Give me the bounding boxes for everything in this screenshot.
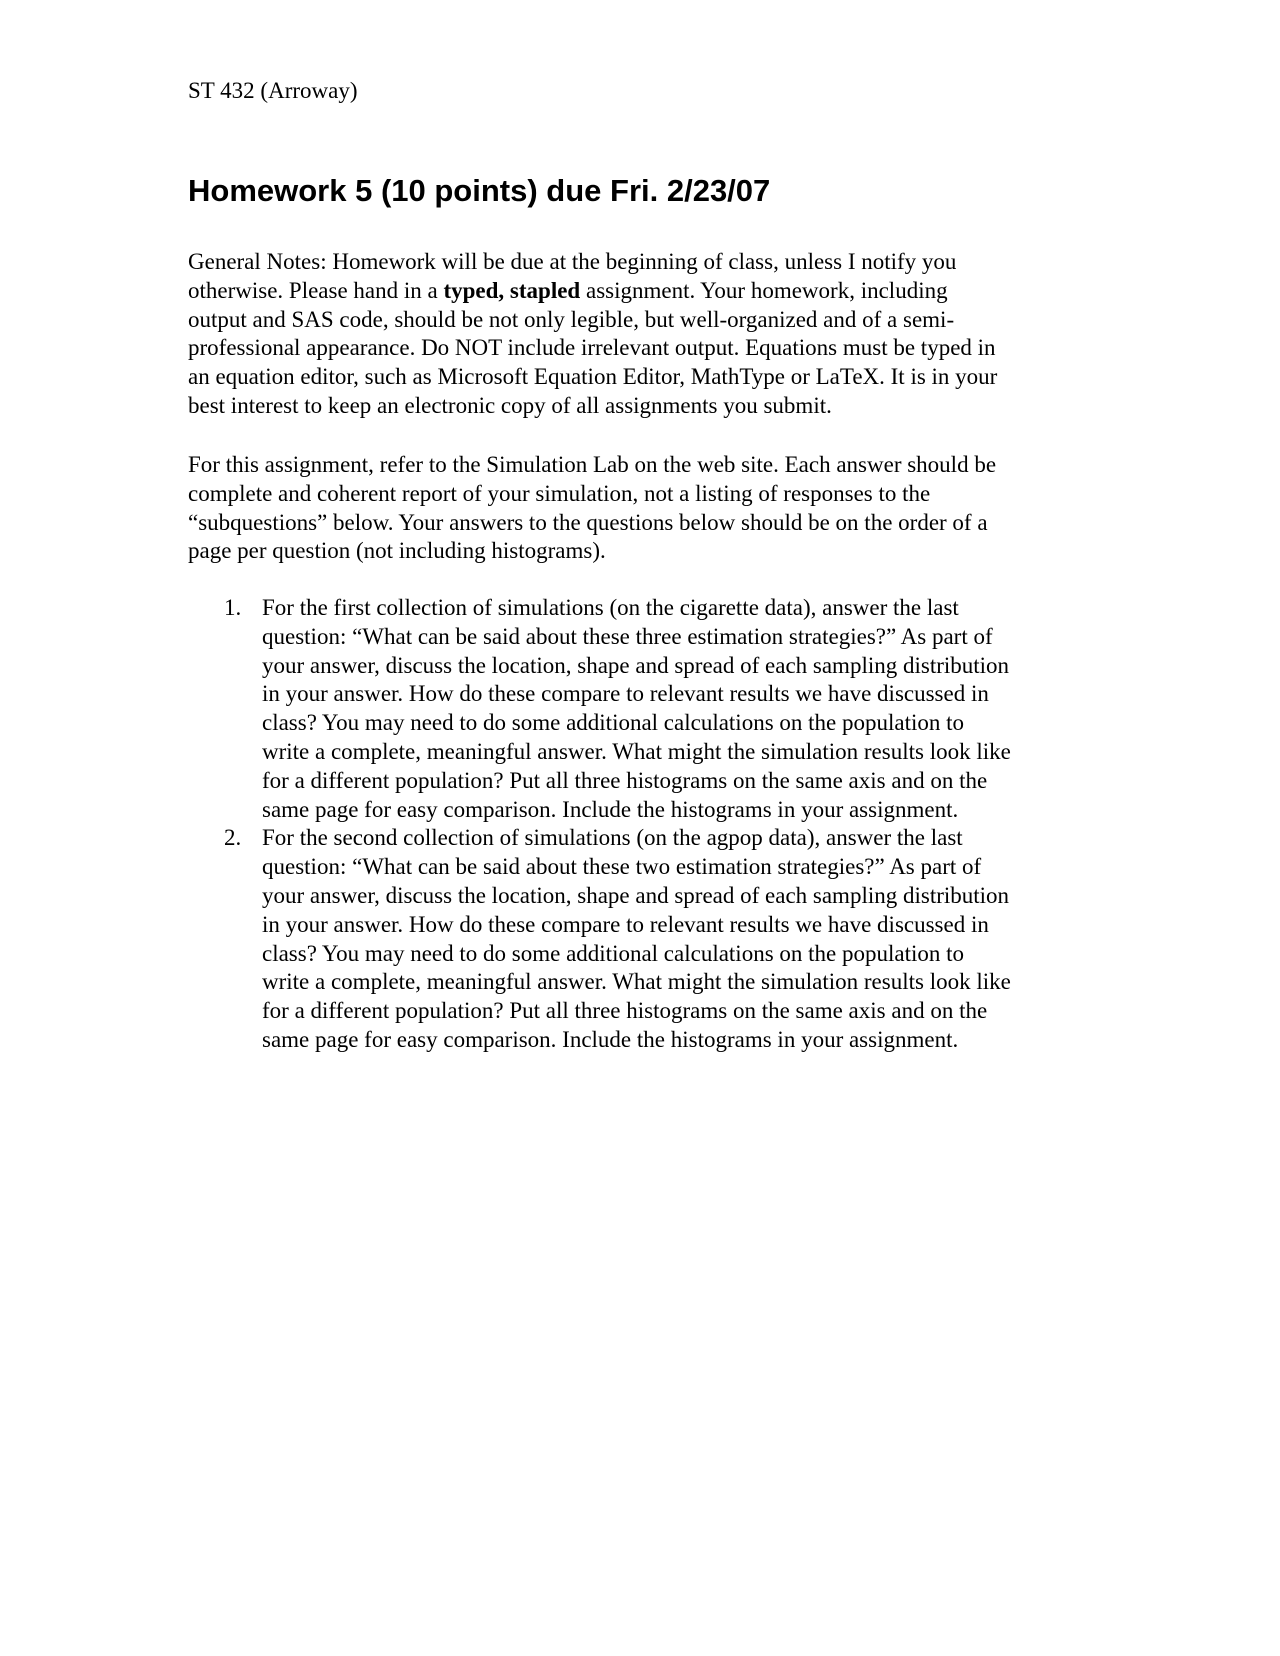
question-line: same page for easy comparison. Include the histograms in your assignment. xyxy=(262,796,959,822)
general-notes-line xyxy=(188,277,997,306)
question-line: question: “What can be said about these two estimation strategies?” As part of xyxy=(262,854,982,880)
question-line: your answer, discuss the location, shape and spread of each sampling distribution xyxy=(262,882,1010,908)
general-notes-line: General Notes: Homework will be due at the beginning of class, unless I notify you xyxy=(188,249,957,274)
question-line: write a complete, meaningful answer. What might the simulation results look like xyxy=(262,738,1011,764)
general-notes-line: professional appearance. Do NOT include irrelevant output. Equations must be typed in xyxy=(188,335,996,361)
question-line: class? You may need to do some additional calculations on the population to xyxy=(262,710,965,736)
general-notes-text: otherwise. Please hand in a xyxy=(188,277,444,303)
question-item xyxy=(188,594,1011,824)
assignment-intro-line: For this assignment, refer to the Simulation Lab on the web site. Each answer should be xyxy=(188,452,997,477)
assignment-intro-line: “subquestions” below. Your answers to the questions below should be on the order of a xyxy=(188,509,988,535)
question-line: class? You may need to do some additional calculations on the population to xyxy=(262,940,965,966)
question-line: for a different population? Put all three histograms on the same axis and on the xyxy=(262,767,988,793)
question-line: question: “What can be said about these three estimation strategies?” As part of xyxy=(262,623,993,649)
typed-stapled-emphasis: typed, stapled xyxy=(443,277,581,303)
general-notes-line: output and SAS code, should be not only legible, but well-organized and of a semi- xyxy=(188,306,955,332)
question-line: For the second collection of simulations (on the agpop data), answer the last xyxy=(262,825,963,851)
homework-title: Homework 5 (10 points) due Fri. 2/23/07 xyxy=(188,173,771,208)
general-notes-line: an equation editor, such as Microsoft Equation Editor, MathType or LaTeX. It is in your xyxy=(188,364,998,390)
assignment-intro-line: complete and coherent report of your simulation, not a listing of responses to the xyxy=(188,480,931,506)
general-notes-text: assignment. Your homework, including xyxy=(580,277,948,303)
question-line: for a different population? Put all three histograms on the same axis and on the xyxy=(262,998,988,1024)
question-line: in your answer. How do these compare to relevant results we have discussed in xyxy=(262,681,989,707)
question-line: write a complete, meaningful answer. What might the simulation results look like xyxy=(262,969,1011,995)
question-line: your answer, discuss the location, shape and spread of each sampling distribution xyxy=(262,652,1010,678)
question-line: For the first collection of simulations (on the cigarette data), answer the last xyxy=(262,595,959,620)
general-notes-line: best interest to keep an electronic copy of all assignments you submit. xyxy=(188,392,832,418)
question-list xyxy=(188,594,1011,1055)
question-line: same page for easy comparison. Include the histograms in your assignment. xyxy=(262,1026,959,1052)
question-line: in your answer. How do these compare to relevant results we have discussed in xyxy=(262,911,989,937)
course-header: ST 432 (Arroway) xyxy=(188,78,358,103)
general-notes-paragraph xyxy=(188,248,997,421)
assignment-intro-paragraph xyxy=(188,451,996,566)
question-number: 2. xyxy=(224,825,242,851)
question-item xyxy=(188,824,1011,1054)
assignment-intro-line: page per question (not including histograms). xyxy=(188,538,606,564)
question-number: 1. xyxy=(224,595,242,620)
